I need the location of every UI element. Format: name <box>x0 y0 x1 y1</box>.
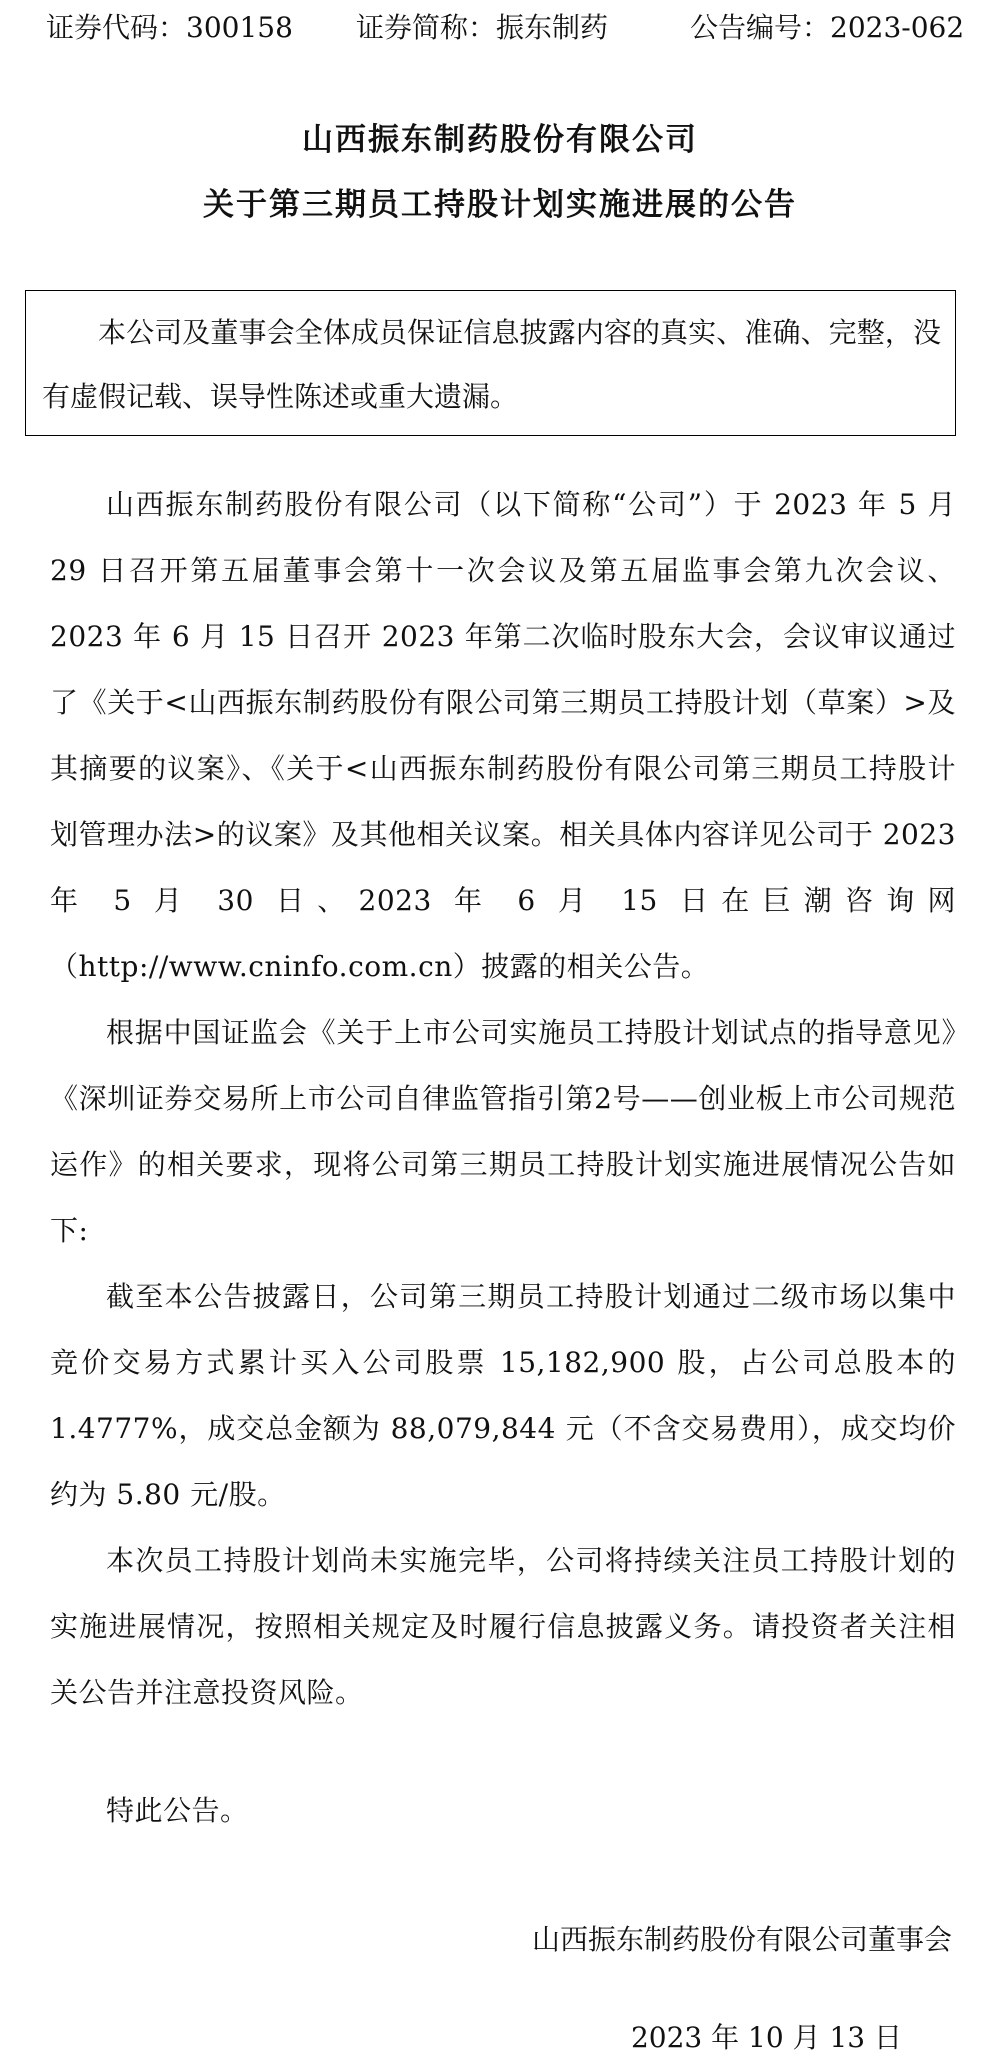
security-short-name: 证券简称：振东制药 <box>356 11 609 44</box>
paragraph-text: 根据中国证监会《关于上市公司实施员工持股计划试点的指导意见》《深圳证券交易所上市公司自律监管指引第2号——创业板上市公司规范运作》的相关要求，现将公司第三期员工持股计划实施进展情况公告如下: <box>50 1016 956 1247</box>
paragraph-text: 山西振东制药股份有限公司（以下简称“公司”）于 2023 年 5 月 29 日召开第五届董事会第十一次会议及第五届监事会第九次会议、2023 年 6 月 15 日召开 2023 年第二次临时股东大会，会议审议通过了《关于<山西振东制药股份有限公司第三期员工持股计划（草案）>及其摘要的议案》、《关于<山西振东制药股份有限公司第三期员工持股计划管理办法>的议案》及其他相关议案。相关具体内容详见公司于 2023 年 5 月 30 日、2023 年 6 月 15 日在巨潮咨询网（http://www.cninfo.com.cn）披露的相关公告。 <box>50 488 956 983</box>
disclaimer-box <box>25 290 956 436</box>
signature-date: 2023 年 10 月 13 日 <box>630 2021 902 2054</box>
paragraph-text: 本次员工持股计划尚未实施完毕，公司将持续关注员工持股计划的实施进展情况，按照相关规定及时履行信息披露义务。请投资者关注相关公告并注意投资风险。 <box>50 1544 956 1709</box>
security-code: 证券代码：300158 <box>46 11 293 44</box>
document-header <box>0 8 1000 48</box>
signature-board: 山西振东制药股份有限公司董事会 <box>531 1923 952 1956</box>
announcement-number: 公告编号：2023-062 <box>690 11 965 44</box>
paragraph-background <box>50 472 956 1000</box>
paragraph-followup <box>50 1528 956 1726</box>
paragraph-progress <box>50 1264 956 1528</box>
paragraph-text: 截至本公告披露日，公司第三期员工持股计划通过二级市场以集中竞价交易方式累计买入公司股票 15,182,900 股，占公司总股本的 1.4777%，成交总金额为 88,079,844 元（不含交易费用），成交均价约为 5.80 元/股。 <box>50 1280 956 1511</box>
paragraph-regulation <box>50 1000 956 1264</box>
company-title: 山西振东制药股份有限公司 <box>302 122 698 158</box>
closing-remark <box>50 1778 956 1844</box>
disclaimer-text: 本公司及董事会全体成员保证信息披露内容的真实、准确、完整，没有虚假记载、误导性陈述或重大遗漏。 <box>42 316 941 413</box>
closing-text: 特此公告。 <box>106 1794 249 1827</box>
announcement-title: 关于第三期员工持股计划实施进展的公告 <box>203 187 797 223</box>
